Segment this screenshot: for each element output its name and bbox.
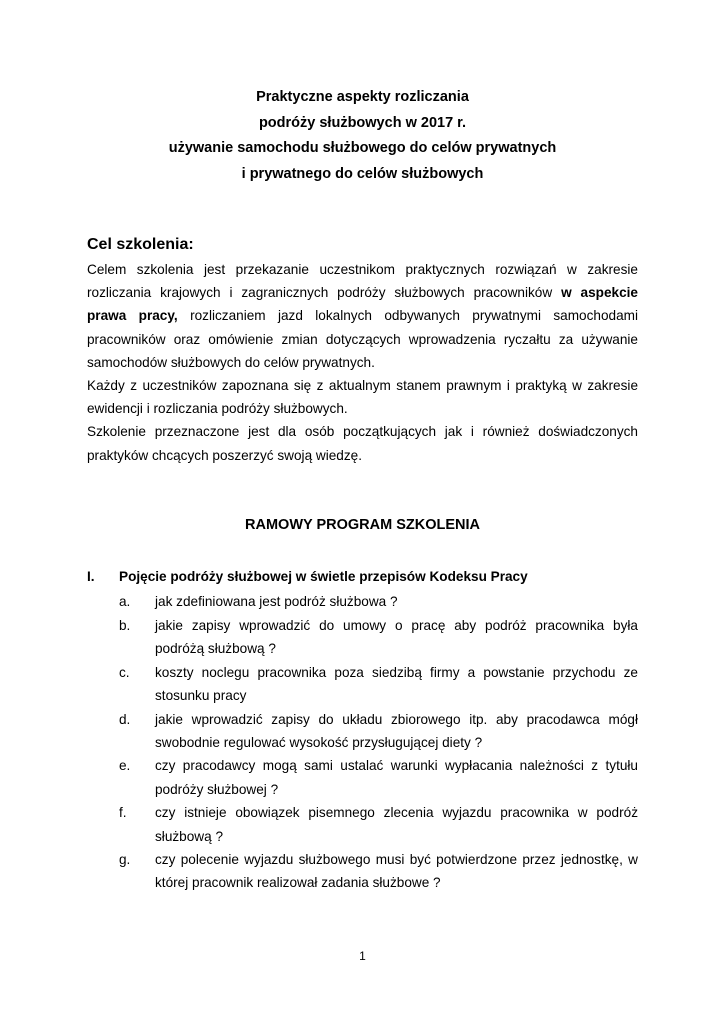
item-text: jakie zapisy wprowadzić do umowy o pracę aby podróż pracownika była podróżą służbową ? [155, 617, 638, 656]
list-item [87, 661, 638, 707]
item-text: czy pracodawcy mogą sami ustalać warunki wypłacania należności z tytułu podróży służbowej ? [155, 758, 638, 797]
program-heading: RAMOWY PROGRAM SZKOLENIA [245, 517, 480, 533]
program-section-1 [87, 566, 638, 895]
list-item [87, 754, 638, 800]
item-text: jakie wprowadzić zapisy do układu zbiorowego itp. aby pracodawca mógł swobodnie regulować wysokość przysługującej diety ? [155, 711, 638, 750]
goal-body [87, 258, 638, 467]
item-letter: c. [119, 664, 130, 680]
item-letter: d. [119, 711, 131, 727]
list-item [87, 590, 638, 613]
goal-p1-bold: w aspekcie prawa pracy, [87, 285, 638, 324]
document-title [0, 85, 725, 187]
title-line-3: używanie samochodu służbowego do celów prywatnych [168, 140, 557, 156]
list-item [87, 614, 638, 660]
goal-paragraph-2: Każdy z uczestników zapoznana się z aktualnym stanem prawnym i praktyką w zakresie ewidencji i rozliczania podróży służbowych. [87, 378, 638, 417]
item-letter: e. [119, 758, 131, 774]
section-number: I. [87, 569, 95, 584]
section-header [87, 566, 638, 588]
section-title: Pojęcie podróży służbowej w świetle przepisów Kodeksu Pracy [119, 569, 528, 584]
item-letter: f. [119, 805, 127, 821]
page-number: 1 [359, 949, 366, 963]
list-item [87, 708, 638, 754]
item-text: jak zdefiniowana jest podróż służbowa ? [155, 594, 398, 609]
item-letter: a. [119, 594, 131, 609]
title-line-1: Praktyczne aspekty rozliczania [256, 89, 469, 105]
goal-paragraph-1 [87, 258, 638, 374]
goal-heading: Cel szkolenia: [87, 236, 194, 253]
list-item [87, 848, 638, 894]
section-item-list [87, 590, 638, 895]
item-letter: g. [119, 852, 131, 868]
item-text: czy istnieje obowiązek pisemnego zlecenia wyjazdu pracownika w podróż służbową ? [155, 805, 638, 844]
goal-paragraph-3: Szkolenie przeznaczone jest dla osób początkujących jak i również doświadczonych praktyków chcących poszerzyć swoją wiedzę. [87, 424, 638, 463]
item-text: czy polecenie wyjazdu służbowego musi być potwierdzone przez jednostkę, w której pracownik realizował zadania służbowe ? [155, 852, 638, 891]
goal-p1-end: rozliczaniem jazd lokalnych odbywanych prywatnymi samochodami pracowników oraz omówienie zmian dotyczących wprowadzenia ryczałtu za używanie samochodów służbowych do celów prywatnych. [87, 308, 638, 370]
goal-p1-start: Celem szkolenia jest przekazanie uczestnikom praktycznych rozwiązań w zakresie rozliczania krajowych i zagranicznych podróży służbowych pracowników [87, 262, 638, 301]
title-line-4: i prywatnego do celów służbowych [241, 165, 484, 182]
title-line-2: podróży służbowych w 2017 r. [258, 114, 467, 131]
item-text: koszty noclegu pracownika poza siedzibą firmy a powstanie przychodu ze stosunku pracy [155, 664, 638, 703]
list-item [87, 801, 638, 847]
item-letter: b. [119, 617, 131, 633]
